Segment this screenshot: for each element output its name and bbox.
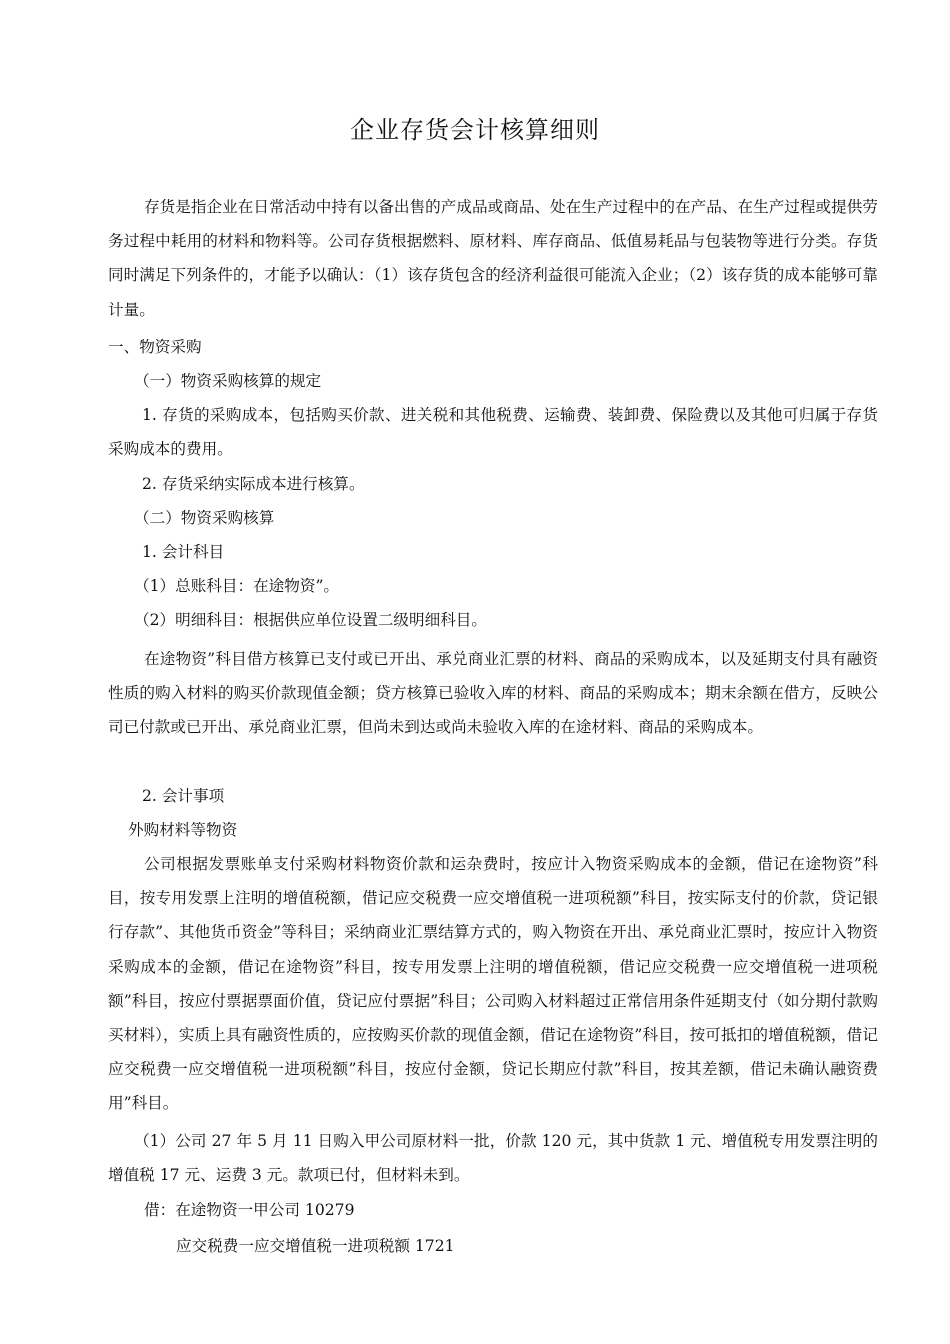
- account-general-ledger: （1）总账科目：在途物资”。: [134, 577, 340, 595]
- item-heading-transactions: 2. 会计事项: [142, 787, 225, 805]
- purchase-heading: 外购材料等物资: [128, 821, 238, 839]
- document-title: 企业存货会计核算细则: [350, 116, 600, 144]
- rule-item-1: 1. 存货的采购成本，包括购买价款、进关税和其他税费、运输费、装卸费、保险费以及其他可归属于存货采购成本的费用。: [108, 406, 878, 459]
- item-heading-accounts: 1. 会计科目: [142, 543, 225, 561]
- purchase-description-paragraph: 公司根据发票账单支付采购材料物资价款和运杂费时，按应计入物资采购成本的金额，借记在途物资”科目，按专用发票上注明的增值税额，借记应交税费一应交增值税一进项税额”科目，按实际支付的价款，贷记银行存款”、其他货币资金”等科目；采纳商业汇票结算方式的，购入物资在开出、承兑商业汇票时，按应计入物资采购成本的金额，借记在途物资”科目，按专用发票上注明的增值税额，借记应交税费一应交增值税一进项税额”科目，按应付票据票面价值，贷记应付票据”科目；公司购入材料超过正常信用条件延期支付（如分期付款购买材料），实质上具有融资性质的，应按购买价款的现值金额，借记在途物资”科目，按可抵扣的增值税额，借记应交税费一应交增值税一进项税额”科目，按应付金额，贷记长期应付款”科目，按其差额，借记未确认融资费用”科目。: [108, 855, 878, 1113]
- example-1-paragraph: （1）公司 27 年 5 月 11 日购入甲公司原材料一批，价款 120 元，其中货款 1 元、增值税专用发票注明的增值税 17 元、运费 3 元。款项已付，但材料未到。: [108, 1132, 878, 1185]
- section-heading-procurement: 一、物资采购: [108, 338, 202, 356]
- subsection-heading-rules: （一）物资采购核算的规定: [134, 372, 322, 390]
- journal-entry-tax: 应交税费一应交增值税一进项税额 1721: [176, 1237, 455, 1255]
- account-description-paragraph: 在途物资”科目借方核算已支付或已开出、承兑商业汇票的材料、商品的采购成本，以及延期支付具有融资性质的购入材料的购买价款现值金额；贷方核算已验收入库的材料、商品的采购成本；期末余额在借方，反映公司已付款或已开出、承兑商业汇票，但尚未到达或尚未验收入库的在途材料、商品的采购成本。: [108, 650, 878, 737]
- subsection-heading-accounting: （二）物资采购核算: [134, 509, 275, 527]
- intro-paragraph: 存货是指企业在日常活动中持有以备出售的产成品或商品、处在生产过程中的在产品、在生产过程或提供劳务过程中耗用的材料和物料等。公司存货根据燃料、原材料、库存商品、低值易耗品与包装物等进行分类。存货同时满足下列条件的，才能予以确认：（1）该存货包含的经济利益很可能流入企业；（2）该存货的成本能够可靠计量。: [108, 198, 878, 319]
- rule-item-2: 2. 存货采纳实际成本进行核算。: [142, 475, 365, 493]
- journal-entry-debit: 借：在途物资一甲公司 10279: [144, 1201, 355, 1219]
- account-detail-ledger: （2）明细科目：根据供应单位设置二级明细科目。: [134, 611, 487, 629]
